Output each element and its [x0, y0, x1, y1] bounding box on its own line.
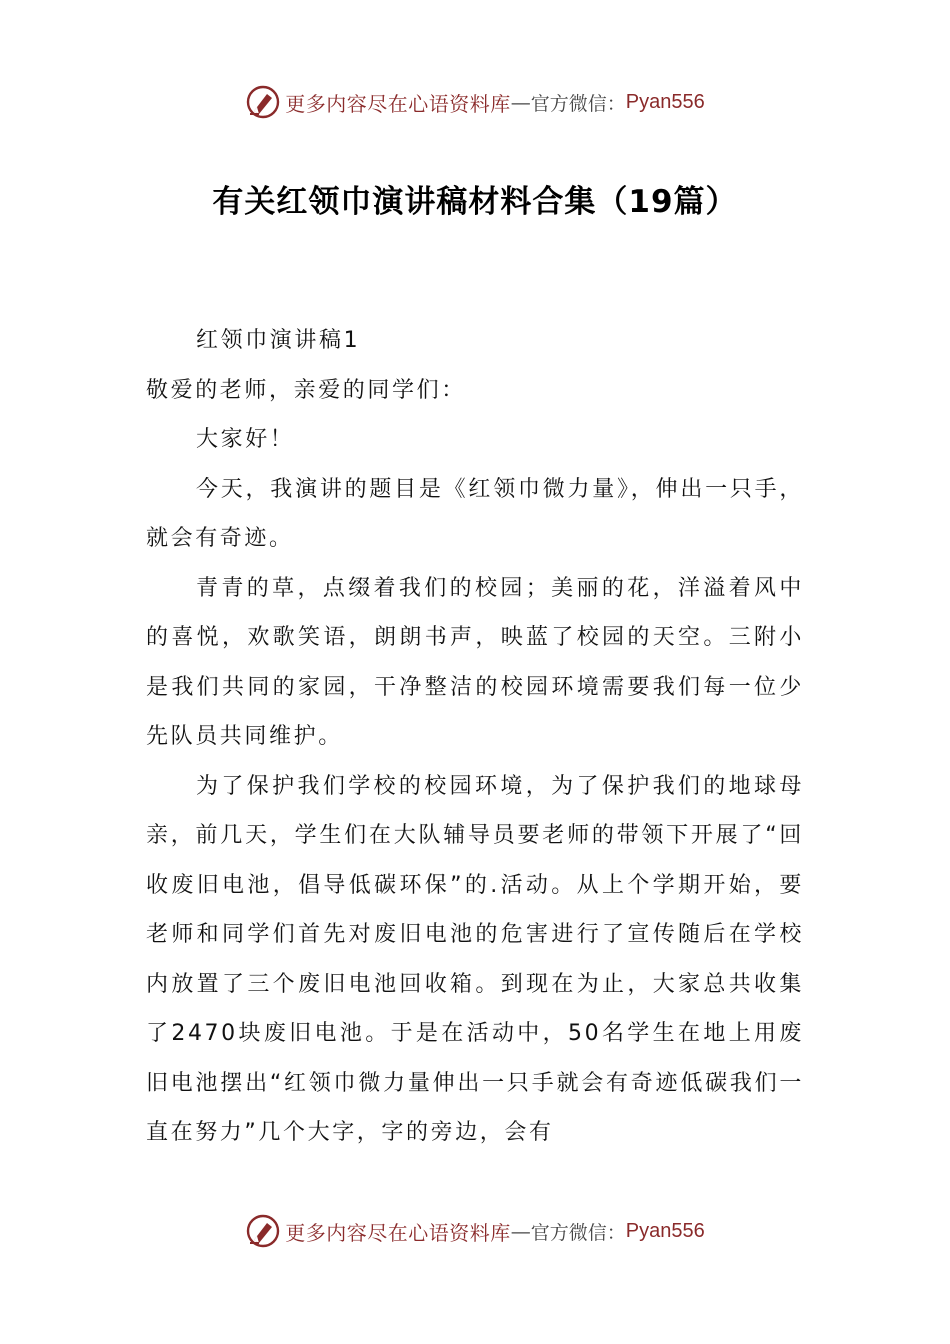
banner-wechat-id: Pyan556 [625, 1219, 705, 1242]
banner-wechat-id: Pyan556 [625, 90, 705, 113]
banner-separator: — [510, 1219, 531, 1243]
banner-wechat-label: 官方微信： [530, 92, 626, 115]
document-body [146, 316, 804, 1158]
footer-banner [0, 1211, 950, 1251]
document-title: 有关红领巾演讲稿材料合集（19篇） [212, 184, 738, 220]
pen-nib-icon [245, 1213, 281, 1249]
section-heading: 红领巾演讲稿1 [196, 328, 361, 353]
header-banner [0, 82, 950, 122]
paragraph: 今天，我演讲的题目是《红领巾微力量》，伸出一只手，就会有奇迹。 [146, 476, 804, 551]
banner-text: 更多内容尽在心语资料库 [285, 1220, 511, 1245]
pen-nib-icon [245, 84, 281, 120]
banner-separator: — [510, 90, 531, 114]
greeting: 大家好！ [196, 427, 295, 452]
salutation: 敬爱的老师，亲爱的同学们： [146, 377, 466, 403]
banner-wechat-label: 官方微信： [530, 1221, 626, 1244]
paragraph: 为了保护我们学校的校园环境，为了保护我们的地球母亲，前几天，学生们在大队辅导员要老师的带领下开展了“回收废旧电池，倡导低碳环保”的.活动。从上个学期开始，要老师和同学们首先对废旧电池的危害进行了宣传随后在学校内放置了三个废旧电池回收箱。到现在为止，大家总共收集了2470块废旧电池。于是在活动中，50名学生在地上用废旧电池摆出“红领巾微力量伸出一只手就会有奇迹低碳我们一直在努力”几个大字，字的旁边，会有 [146, 773, 804, 1145]
banner-text: 更多内容尽在心语资料库 [285, 91, 511, 116]
paragraph: 青青的草，点缀着我们的校园；美丽的花，洋溢着风中的喜悦，欢歌笑语，朗朗书声，映蓝了校园的天空。三附小是我们共同的家园，干净整洁的校园环境需要我们每一位少先队员共同维护。 [146, 575, 804, 749]
